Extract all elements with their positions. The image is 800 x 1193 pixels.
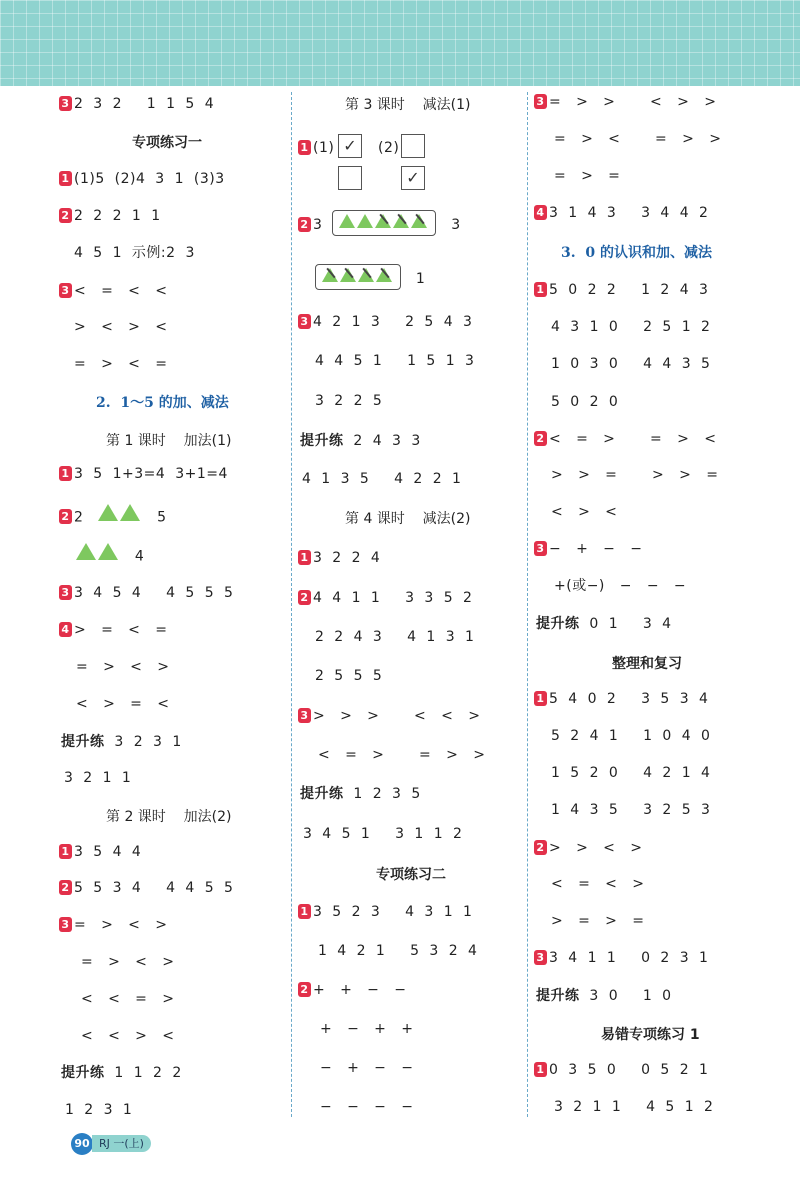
answer-row: 1 3 5 1+3=4 3+1=4 — [59, 464, 228, 484]
question-marker: 2 — [298, 217, 311, 232]
answer-row: 1 5 0 2 2 1 2 4 3 — [534, 280, 708, 300]
answer-row: < = > = > > — [318, 747, 486, 763]
question-marker: 2 — [534, 840, 547, 855]
answer-row: = > < = > > — [554, 131, 722, 147]
lesson-title: 第 4 课时 减法(2) — [345, 511, 471, 527]
answer-row: < < = > — [81, 991, 175, 1007]
answer-row: 3 4 5 1 3 1 1 2 — [303, 826, 463, 842]
answer-row: > = > = — [551, 913, 645, 929]
header-grid-band — [0, 0, 800, 86]
answer-row: 1 0 3 0 4 4 3 5 — [551, 356, 711, 372]
answer-row: +(或−) − − − — [554, 578, 687, 594]
triangle-icon — [339, 214, 355, 228]
answer-row: > < > < — [74, 319, 168, 335]
answer-row: 提升练 3 2 3 1 — [61, 734, 182, 750]
question-marker: 1 — [59, 171, 72, 186]
answer-row: < = < > — [551, 876, 645, 892]
answer-row: 3 = > > < > > — [534, 92, 716, 112]
answer-row: + − + + — [320, 1021, 414, 1037]
crossed-triangle-icon — [340, 268, 356, 282]
answer-row: − + − − — [320, 1060, 414, 1076]
column-divider — [527, 92, 528, 1117]
crossed-triangle-icon — [411, 214, 427, 228]
answer-row: 2 4 4 1 1 3 3 5 2 — [298, 588, 472, 608]
answer-row: 2 + + − − — [298, 980, 406, 1000]
section-title: 专项练习一 — [132, 135, 202, 151]
answer-row: 提升练 0 1 3 4 — [536, 616, 672, 632]
question-marker: 2 — [59, 208, 72, 223]
section-title: 易错专项练习 1 — [601, 1027, 700, 1043]
question-marker: 1 — [59, 844, 72, 859]
answer-row: 4 4 5 1 1 5 1 3 — [315, 353, 475, 369]
unit-title: 2. 1～5 的加、减法 — [96, 395, 229, 411]
answer-row: = > < > — [76, 659, 170, 675]
answer-row: 1 — [315, 266, 425, 292]
question-marker: 4 — [534, 205, 547, 220]
answer-row: 3 = > < > — [59, 915, 167, 935]
question-marker: 3 — [534, 950, 547, 965]
question-marker: 2 — [298, 590, 311, 605]
lesson-title: 第 1 课时 加法(1) — [106, 433, 232, 449]
question-marker: 3 — [298, 314, 311, 329]
edition-tag: RJ 一(上) — [92, 1135, 151, 1152]
question-marker: 2 — [59, 880, 72, 895]
question-marker: 2 — [298, 982, 311, 997]
checkbox-empty[interactable] — [401, 134, 425, 158]
crossed-triangles-box — [315, 264, 401, 290]
answer-row: 3 < = < < — [59, 281, 167, 301]
question-marker: 3 — [534, 541, 547, 556]
answer-row: 1 4 3 5 3 2 5 3 — [551, 802, 711, 818]
answer-row: 提升练 3 0 1 0 — [536, 988, 672, 1004]
answer-row: 2 2 2 2 1 1 — [59, 206, 161, 226]
lesson-title: 第 2 课时 加法(2) — [106, 809, 232, 825]
answer-row: 3 2 3 2 1 1 5 4 — [59, 94, 214, 114]
answer-row: 1 3 5 4 4 — [59, 842, 141, 862]
answer-row: 4 3 1 0 2 5 1 2 — [551, 319, 711, 335]
lesson-title: 第 3 课时 减法(1) — [345, 97, 471, 113]
question-marker: 1 — [534, 1062, 547, 1077]
answer-row: 2 2 5 — [59, 506, 167, 529]
answer-row: 3 2 2 5 — [315, 393, 383, 409]
answer-row: 1 2 3 1 — [65, 1102, 133, 1118]
answer-row: 4 1 3 5 4 2 2 1 — [302, 471, 462, 487]
answer-row: < > < — [551, 504, 618, 520]
answer-row: 1 0 3 5 0 0 5 2 1 — [534, 1060, 708, 1080]
answer-row: 1 (1)5 (2)4 3 1 (3)3 — [59, 169, 225, 189]
question-marker: 1 — [534, 282, 547, 297]
question-marker: 3 — [534, 94, 547, 109]
answer-row: 5 0 2 0 — [551, 394, 619, 410]
answer-row: 4 > = < = — [59, 620, 167, 640]
question-marker: 3 — [59, 283, 72, 298]
column-divider — [291, 92, 292, 1117]
answer-row: = > < = — [74, 356, 168, 372]
answer-row: < > = < — [76, 696, 170, 712]
answer-row: 3 > > > < < > — [298, 706, 480, 726]
crossed-triangle-icon — [393, 214, 409, 228]
answer-row: < < > < — [81, 1028, 175, 1044]
question-marker: 3 — [59, 96, 72, 111]
unit-title: 3. 0 的认识和加、减法 — [561, 245, 712, 261]
answer-row: 2 5 5 5 — [315, 668, 383, 684]
answer-row: 3 2 1 1 — [64, 770, 132, 786]
answer-row: 2 3 3 — [298, 212, 461, 238]
triangle-group — [98, 504, 142, 527]
triangle-group — [76, 543, 120, 566]
answer-row: 3 4 2 1 3 2 5 4 3 — [298, 312, 472, 332]
answer-row: 4 — [76, 545, 144, 568]
answer-label: (2) — [378, 140, 400, 156]
answer-row: = > < > — [81, 954, 175, 970]
answer-row: 提升练 2 4 3 3 — [300, 433, 421, 449]
question-marker: 1 — [298, 550, 311, 565]
answer-row: 2 < = > = > < — [534, 429, 716, 449]
checkbox-checked[interactable]: ✓ — [401, 166, 425, 190]
question-marker: 1 — [534, 691, 547, 706]
question-marker: 1 — [298, 140, 311, 155]
answer-row: 2 > > < > — [534, 838, 642, 858]
question-marker: 1 — [59, 466, 72, 481]
question-marker: 2 — [534, 431, 547, 446]
answer-row: > > = > > = — [551, 467, 719, 483]
answer-row: 2 2 4 3 4 1 3 1 — [315, 629, 475, 645]
triangle-icon — [357, 214, 373, 228]
question-marker: 3 — [59, 585, 72, 600]
answer-row: 3 3 4 1 1 0 2 3 1 — [534, 948, 708, 968]
answer-row: − − − − — [320, 1099, 414, 1115]
crossed-triangle-icon — [322, 268, 338, 282]
question-marker: 3 — [59, 917, 72, 932]
answer-row: 1 5 2 0 4 2 1 4 — [551, 765, 711, 781]
answer-row: 3 3 4 5 4 4 5 5 5 — [59, 583, 233, 603]
answer-row: 4 5 1 示例:2 3 — [74, 245, 195, 261]
answer-row: = > = — [554, 168, 621, 184]
triangle-icon — [98, 543, 118, 560]
section-title: 专项练习二 — [376, 867, 446, 883]
triangle-icon — [98, 504, 118, 521]
question-marker: 2 — [59, 509, 72, 524]
checkbox-checked[interactable]: ✓ — [338, 134, 362, 158]
answer-row: 提升练 1 1 2 2 — [61, 1065, 182, 1081]
question-marker: 3 — [298, 708, 311, 723]
answer-row: 2 5 5 3 4 4 4 5 5 — [59, 878, 233, 898]
crossed-triangle-icon — [375, 214, 391, 228]
answer-row: 1 4 2 1 5 3 2 4 — [318, 943, 478, 959]
answer-row: 1 5 4 0 2 3 5 3 4 — [534, 689, 708, 709]
section-title: 整理和复习 — [612, 656, 682, 672]
answer-row: 3 2 1 1 4 5 1 2 — [554, 1099, 714, 1115]
answer-row: 提升练 1 2 3 5 — [300, 786, 421, 802]
answer-row: 3 − + − − — [534, 539, 642, 559]
page-number: 90 — [71, 1133, 93, 1155]
question-marker: 1 — [298, 904, 311, 919]
triangle-icon — [120, 504, 140, 521]
question-marker: 4 — [59, 622, 72, 637]
answer-row: 4 3 1 4 3 3 4 4 2 — [534, 203, 708, 223]
answer-row: 1 (1) — [298, 138, 334, 158]
crossed-triangles-box — [332, 210, 436, 236]
triangle-icon — [76, 543, 96, 560]
answer-row: 1 3 5 2 3 4 3 1 1 — [298, 902, 472, 922]
crossed-triangle-icon — [376, 268, 392, 282]
answer-row: 5 2 4 1 1 0 4 0 — [551, 728, 711, 744]
crossed-triangle-icon — [358, 268, 374, 282]
answer-row: 1 3 2 2 4 — [298, 548, 380, 568]
checkbox-empty[interactable] — [338, 166, 362, 190]
